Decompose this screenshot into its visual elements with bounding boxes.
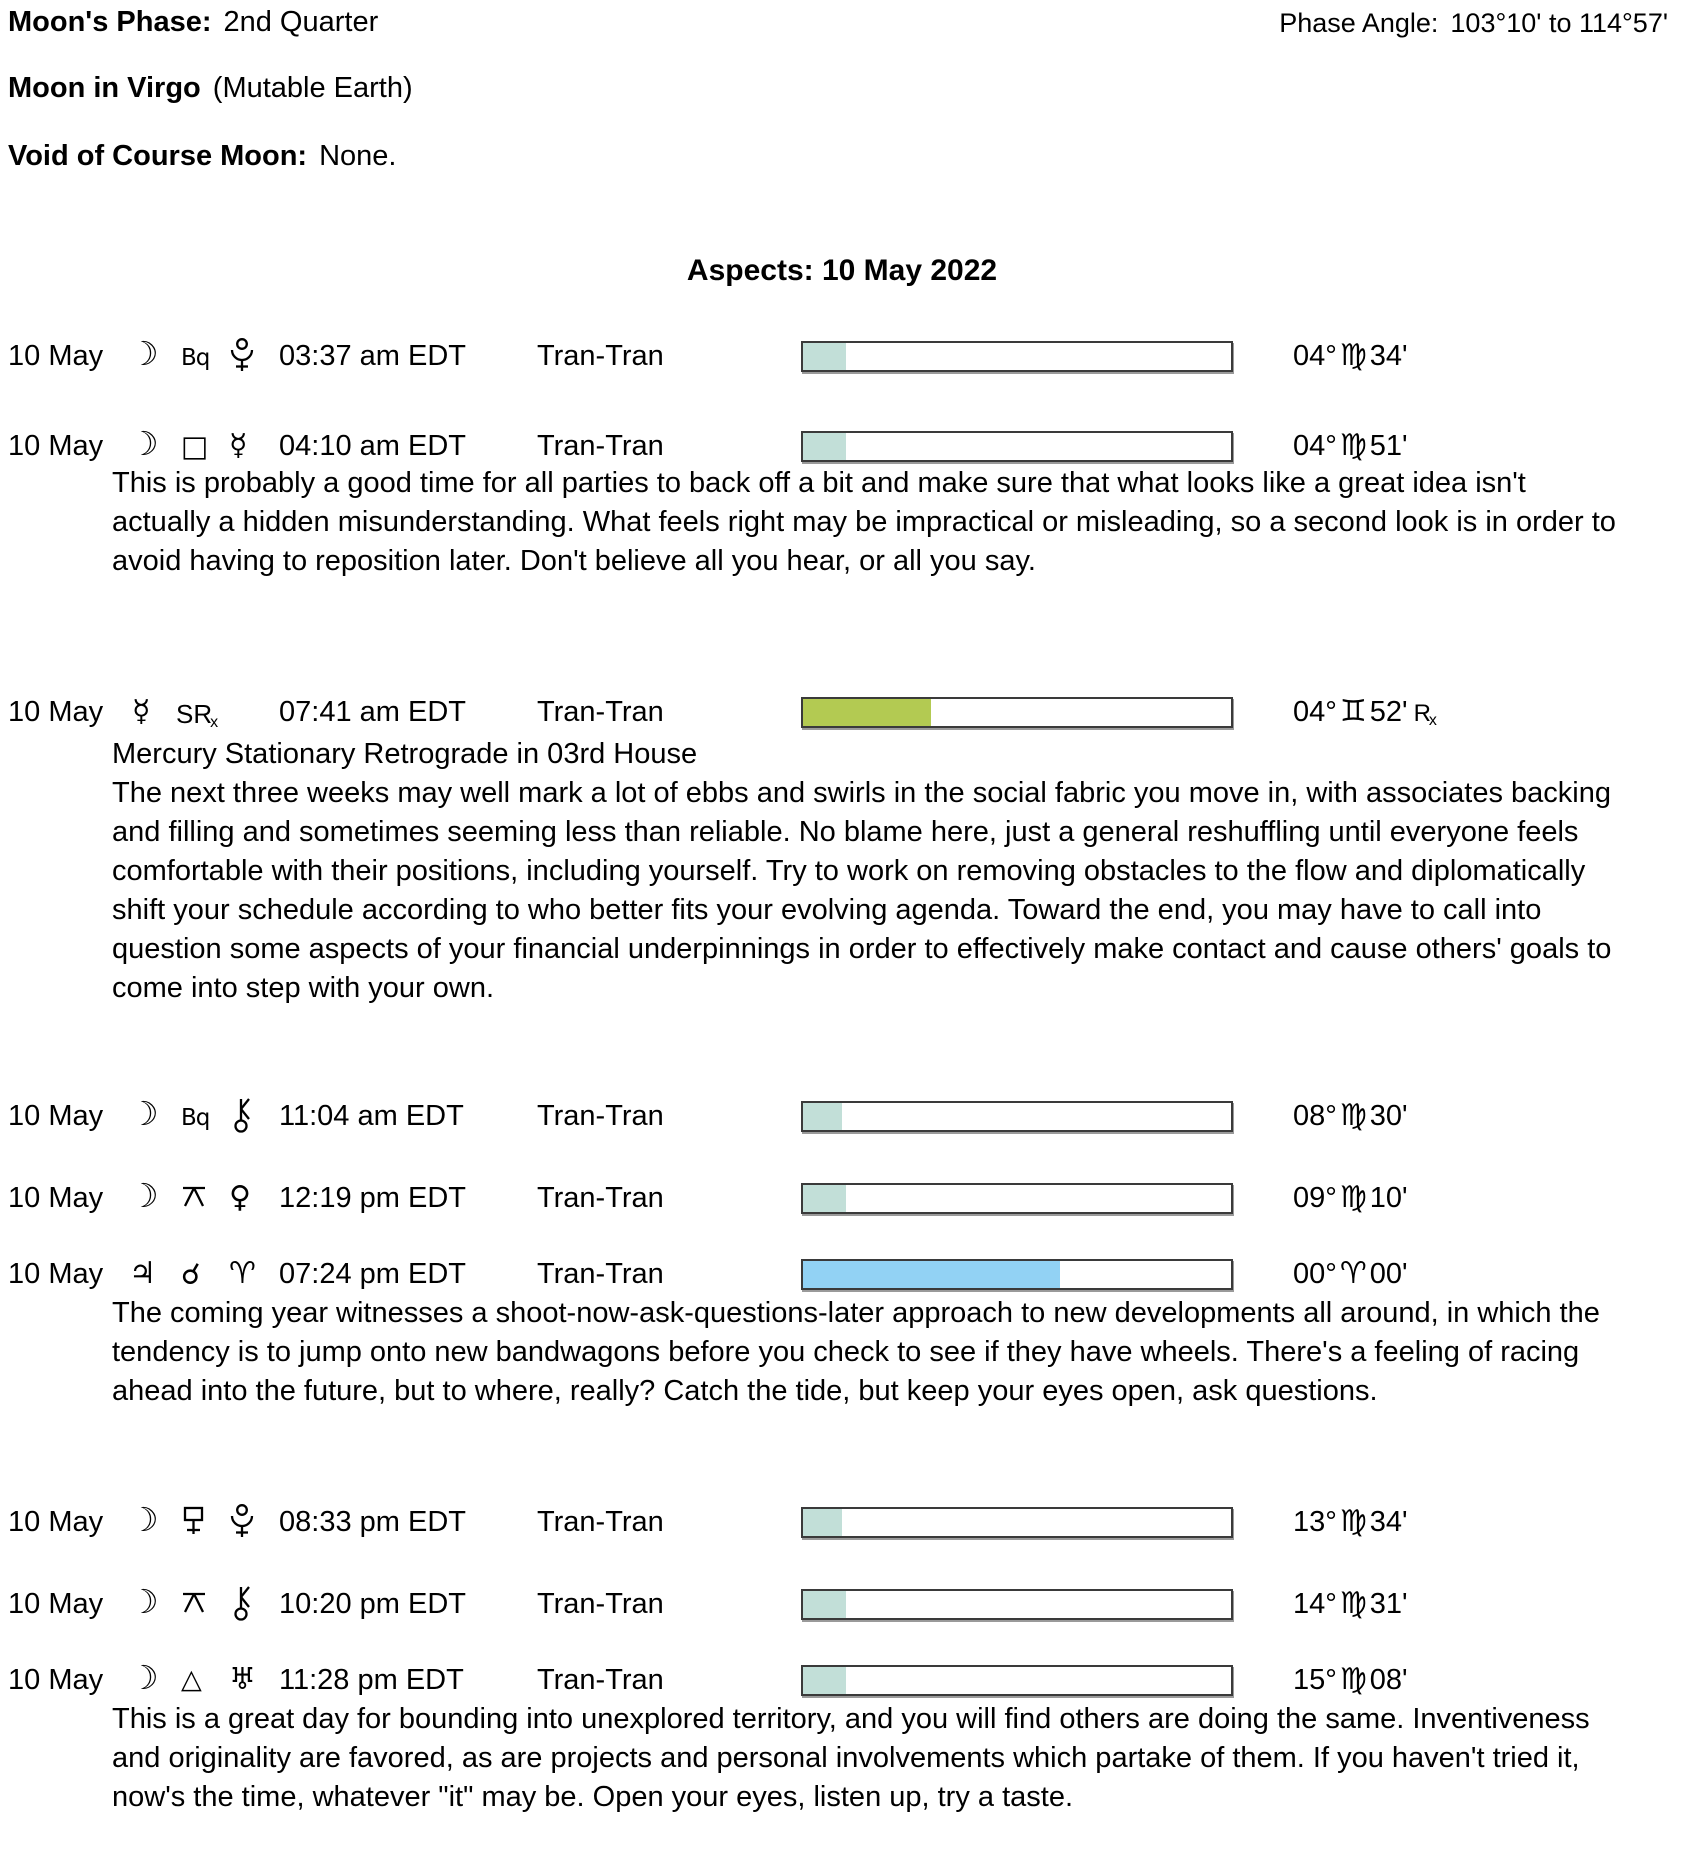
aspect-interpretation: The next three weeks may well mark a lot of ebbs and swirls in the social fabric you move in, with associates backing and filling and sometimes seeming less than reliable. No blame here, just a general reshuffling until everyone feels comfortable with their positions, including yourself. Try to work on removing obstacles to the flow and diplomatically shift your schedule according to who better fits your evolving agenda. Toward the end, you may have to call into question some aspects of your financial underpinnings in order to effectively make contact and cause others' goals to come into step with your own. — [112, 777, 1612, 1004]
aspect-row — [0, 692, 1684, 736]
orb-progress-bar — [801, 1507, 1233, 1538]
virgo-icon: ♍ — [1339, 1504, 1367, 1539]
phase-angle-label: Phase Angle: — [1279, 8, 1439, 38]
aspect-type: Tran-Tran — [537, 1664, 664, 1696]
pluto-icon — [227, 1503, 257, 1541]
aspect-position: 13° ♍ 34' — [1293, 1504, 1408, 1539]
aries-icon: ♈ — [229, 1256, 256, 1291]
moon-sign-label: Moon in Virgo — [8, 72, 201, 104]
quincunx-icon — [179, 1585, 209, 1623]
aspect-time: 12:19 pm EDT — [279, 1182, 466, 1214]
void-of-course-value: None. — [319, 140, 397, 172]
aspect-subtitle: Mercury Stationary Retrograde in 03rd House — [112, 738, 698, 770]
moon-icon: ☽ — [129, 424, 159, 463]
moon-icon: ☽ — [129, 1582, 159, 1621]
moon-icon: ☽ — [129, 334, 159, 373]
aspect-position: 04° ♊ 52' $R_x$ — [1293, 694, 1437, 729]
aspect-row — [0, 1584, 1684, 1628]
aspect-type: Tran-Tran — [537, 1588, 664, 1620]
venus-icon: ♀ — [229, 1180, 251, 1215]
orb-progress-fill — [803, 433, 846, 460]
orb-progress-fill — [803, 1591, 846, 1618]
moons-phase-line — [8, 6, 378, 39]
mercury-icon: ☿ — [132, 694, 151, 729]
aspect-position: 15° ♍ 08' — [1293, 1662, 1408, 1697]
aspect-type: Tran-Tran — [537, 1258, 664, 1290]
orb-progress-fill — [803, 1667, 846, 1694]
uranus-icon: ♅ — [229, 1662, 256, 1697]
aspect-interpretation: This is a great day for bounding into unexplored territory, and you will find others are doing the same. Inventiveness and originality are favored, as are projects and personal involvements which partake of them. If you haven't tried it, now's the time, whatever "it" may be. Open your eyes, listen up, try a taste. — [112, 1703, 1590, 1813]
aspect-time: 07:41 am EDT — [279, 696, 466, 728]
aspects-title: Aspects: 10 May 2022 — [686, 254, 998, 287]
virgo-icon: ♍ — [1339, 1586, 1367, 1621]
aspect-date: 10 May — [8, 1664, 104, 1696]
aspect-date: 10 May — [8, 1588, 104, 1620]
trine-icon: △ — [181, 1664, 202, 1695]
aspect-time: 08:33 pm EDT — [279, 1506, 466, 1538]
moon-sign-note: (Mutable Earth) — [212, 72, 413, 104]
gemini-icon: ♊ — [1339, 694, 1367, 729]
aspect-type: Tran-Tran — [537, 1506, 664, 1538]
aspect-position: 08° ♍ 30' — [1293, 1098, 1408, 1133]
stationary-retrograde-marker: $SR_x$ — [176, 699, 219, 731]
orb-progress-bar — [801, 1589, 1233, 1620]
aspect-type: Tran-Tran — [537, 1100, 664, 1132]
moon-icon: ☽ — [129, 1094, 159, 1133]
orb-progress-fill — [803, 1509, 842, 1536]
orb-progress-bar — [801, 1665, 1233, 1696]
orb-progress-fill — [803, 343, 846, 370]
aspect-interpretation: This is probably a good time for all parties to back off a bit and make sure that what looks like a great idea isn't actually a hidden misunderstanding. What feels right may be impractical or misleading, so a second look is in order to avoid having to reposition later. Don't believe all you hear, or all you say. — [112, 467, 1616, 577]
aspect-row — [0, 1660, 1684, 1704]
void-of-course-label: Void of Course Moon: — [8, 140, 308, 172]
aspect-type: Tran-Tran — [537, 340, 664, 372]
aspect-row — [0, 336, 1684, 380]
virgo-icon: ♍ — [1339, 428, 1367, 463]
phase-angle-line — [1279, 8, 1668, 39]
orb-progress-bar — [801, 431, 1233, 462]
biquintile-icon: Bq — [181, 1105, 210, 1131]
orb-progress-bar — [801, 1259, 1233, 1290]
aspect-interpretation: The coming year witnesses a shoot-now-ask-questions-later approach to new developments all around, in which the tendency is to jump onto new bandwagons before you check to see if they have wheels. There's a feeling of racing ahead into the future, but to where, really? Catch the tide, but keep your eyes open, ask questions. — [112, 1297, 1600, 1407]
aspect-date: 10 May — [8, 1506, 104, 1538]
moon-icon: ☽ — [129, 1500, 159, 1539]
aspect-time: 11:04 am EDT — [279, 1100, 464, 1132]
aspect-position: 04° ♍ 51' — [1293, 428, 1408, 463]
pluto-icon — [227, 337, 257, 375]
aspect-time: 11:28 pm EDT — [279, 1664, 464, 1696]
aspect-position: 04° ♍ 34' — [1293, 338, 1408, 373]
virgo-icon: ♍ — [1339, 1180, 1367, 1215]
aspect-date: 10 May — [8, 1258, 104, 1290]
aspect-type: Tran-Tran — [537, 696, 664, 728]
moon-icon: ☽ — [129, 1658, 159, 1697]
chiron-icon — [227, 1097, 257, 1135]
virgo-icon: ♍ — [1339, 1662, 1367, 1697]
sesquiquadrate-icon — [179, 1503, 209, 1541]
orb-progress-bar — [801, 1183, 1233, 1214]
aspect-type: Tran-Tran — [537, 1182, 664, 1214]
aspect-row — [0, 1096, 1684, 1140]
aspect-date: 10 May — [8, 696, 104, 728]
aspect-date: 10 May — [8, 430, 104, 462]
aspect-time: 07:24 pm EDT — [279, 1258, 466, 1290]
aspect-position: 09° ♍ 10' — [1293, 1180, 1408, 1215]
orb-progress-fill — [803, 1103, 842, 1130]
moon-sign-line — [8, 72, 413, 105]
aspect-date: 10 May — [8, 1100, 104, 1132]
aspect-position: 14° ♍ 31' — [1293, 1586, 1408, 1621]
orb-progress-fill — [803, 1185, 846, 1212]
void-of-course-line — [8, 140, 396, 173]
aspect-time: 04:10 am EDT — [279, 430, 466, 462]
square-icon: □ — [181, 429, 209, 463]
orb-progress-fill — [803, 1261, 1060, 1288]
aspect-row — [0, 1502, 1684, 1546]
orb-progress-bar — [801, 1101, 1233, 1132]
jupiter-icon: ♃ — [129, 1256, 156, 1291]
aspect-date: 10 May — [8, 1182, 104, 1214]
aspect-time: 10:20 pm EDT — [279, 1588, 466, 1620]
retrograde-icon: $R_x$ — [1413, 700, 1437, 729]
aspect-time: 03:37 am EDT — [279, 340, 466, 372]
biquintile-icon: Bq — [181, 345, 210, 371]
aspect-row — [0, 1254, 1684, 1298]
virgo-icon: ♍ — [1339, 338, 1367, 373]
aspect-date: 10 May — [8, 340, 104, 372]
aries-icon: ♈ — [1339, 1256, 1367, 1291]
aspect-type: Tran-Tran — [537, 430, 664, 462]
orb-progress-fill — [803, 699, 931, 726]
orb-progress-bar — [801, 697, 1233, 728]
orb-progress-bar — [801, 341, 1233, 372]
virgo-icon: ♍ — [1339, 1098, 1367, 1133]
moon-icon: ☽ — [129, 1176, 159, 1215]
phase-angle-value: 103°10' to 114°57' — [1450, 8, 1668, 38]
aspect-row — [0, 1178, 1684, 1222]
aspect-position: 00° ♈ 00' — [1293, 1256, 1408, 1291]
quincunx-icon — [179, 1179, 209, 1217]
conjunction-icon: ☌ — [181, 1257, 201, 1291]
moons-phase-value: 2nd Quarter — [223, 6, 379, 38]
chiron-icon — [227, 1585, 257, 1623]
moons-phase-label: Moon's Phase: — [8, 6, 212, 38]
mercury-icon: ☿ — [229, 428, 248, 463]
